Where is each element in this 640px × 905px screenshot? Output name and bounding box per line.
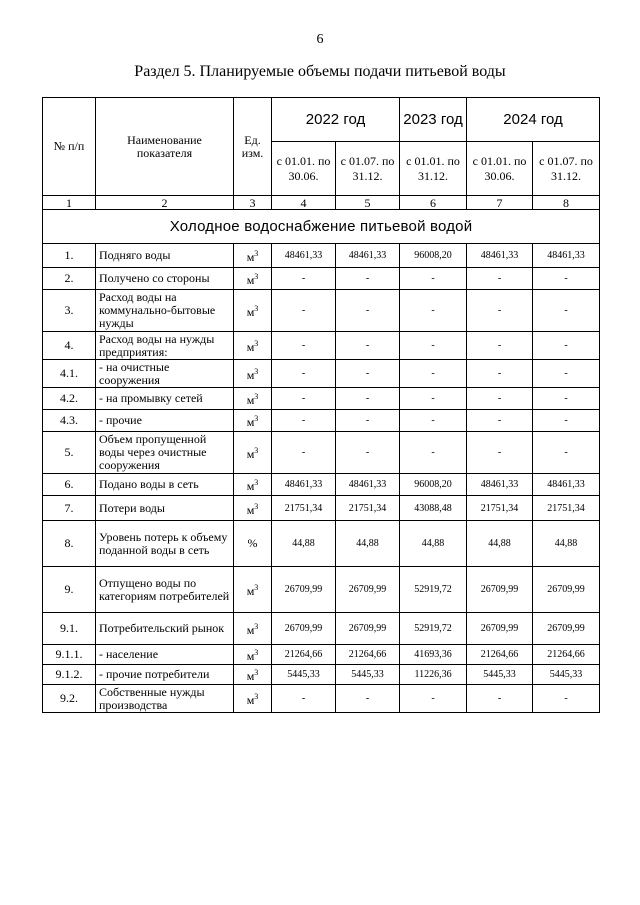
value-cell: 5445,33 — [336, 665, 400, 685]
value-cell: 26709,99 — [336, 613, 400, 645]
column-number-row — [43, 196, 600, 210]
value-cell: 26709,99 — [467, 567, 533, 613]
value-cell: - — [400, 432, 467, 474]
value-cell: 21751,34 — [336, 496, 400, 521]
header-period: с 01.07. по 31.12. — [533, 142, 600, 196]
unit-cell: $м^3$ — [234, 496, 272, 521]
value-cell: 21264,66 — [467, 645, 533, 665]
header-period: с 01.01. по 30.06. — [467, 142, 533, 196]
header-period: с 01.07. по 31.12. — [336, 142, 400, 196]
value-cell: - — [336, 410, 400, 432]
column-number: 8 — [533, 196, 600, 210]
value-cell: 48461,33 — [272, 244, 336, 268]
value-cell: 48461,33 — [272, 474, 336, 496]
value-cell: - — [272, 410, 336, 432]
header-year-2024: 2024 год — [467, 98, 600, 142]
indicator-name: Отпущено воды по категориям потребителей — [96, 567, 234, 613]
table-row — [43, 665, 600, 685]
unit-cell: $м^3$ — [234, 645, 272, 665]
value-cell: 41693,36 — [400, 645, 467, 665]
value-cell: - — [533, 268, 600, 290]
value-cell: - — [533, 410, 600, 432]
table-row — [43, 268, 600, 290]
value-cell: 52919,72 — [400, 567, 467, 613]
indicator-name: Потребительский рынок — [96, 613, 234, 645]
indicator-name: Уровень потерь к объему поданной воды в сеть — [96, 521, 234, 567]
table-row — [43, 496, 600, 521]
indicator-name: Потери воды — [96, 496, 234, 521]
value-cell: - — [467, 388, 533, 410]
value-cell: 44,88 — [272, 521, 336, 567]
value-cell: 43088,48 — [400, 496, 467, 521]
unit-cell: $м^3$ — [234, 244, 272, 268]
value-cell: 5445,33 — [467, 665, 533, 685]
row-number: 4.3. — [43, 410, 96, 432]
value-cell: - — [336, 360, 400, 388]
value-cell: - — [400, 332, 467, 360]
indicator-name: - прочие — [96, 410, 234, 432]
unit-cell: $м^3$ — [234, 268, 272, 290]
value-cell: 21264,66 — [272, 645, 336, 665]
unit-cell: $м^3$ — [234, 410, 272, 432]
indicator-name: - на очистные сооружения — [96, 360, 234, 388]
value-cell: 48461,33 — [467, 244, 533, 268]
unit-cell: $м^3$ — [234, 474, 272, 496]
value-cell: - — [272, 432, 336, 474]
column-number: 4 — [272, 196, 336, 210]
value-cell: - — [400, 685, 467, 713]
value-cell: 48461,33 — [336, 244, 400, 268]
table-row — [43, 567, 600, 613]
value-cell: - — [533, 388, 600, 410]
column-number: 5 — [336, 196, 400, 210]
value-cell: 26709,99 — [533, 613, 600, 645]
header-period: с 01.01. по 30.06. — [272, 142, 336, 196]
value-cell: - — [533, 290, 600, 332]
table-row — [43, 613, 600, 645]
unit-cell: $м^3$ — [234, 332, 272, 360]
value-cell: - — [272, 332, 336, 360]
value-cell: 52919,72 — [400, 613, 467, 645]
value-cell: - — [467, 332, 533, 360]
unit-cell: $м^3$ — [234, 432, 272, 474]
value-cell: 5445,33 — [533, 665, 600, 685]
table-row — [43, 290, 600, 332]
value-cell: 48461,33 — [533, 474, 600, 496]
value-cell: 5445,33 — [272, 665, 336, 685]
row-number: 7. — [43, 496, 96, 521]
header-no: № п/п — [43, 98, 96, 196]
row-number: 9. — [43, 567, 96, 613]
value-cell: 96008,20 — [400, 244, 467, 268]
header-name: Наименование показателя — [96, 98, 234, 196]
value-cell: - — [467, 290, 533, 332]
value-cell: - — [400, 360, 467, 388]
indicator-name: Расход воды на коммунально-бытовые нужды — [96, 290, 234, 332]
value-cell: 26709,99 — [533, 567, 600, 613]
header-period: с 01.01. по 31.12. — [400, 142, 467, 196]
value-cell: - — [272, 388, 336, 410]
indicator-name: Расход воды на нужды предприятия: — [96, 332, 234, 360]
value-cell: - — [336, 432, 400, 474]
value-cell: 26709,99 — [336, 567, 400, 613]
value-cell: - — [533, 332, 600, 360]
value-cell: 11226,36 — [400, 665, 467, 685]
value-cell: - — [272, 268, 336, 290]
table-row — [43, 332, 600, 360]
table-row — [43, 432, 600, 474]
column-number: 1 — [43, 196, 96, 210]
value-cell: - — [533, 432, 600, 474]
unit-cell: $м^3$ — [234, 567, 272, 613]
table-row — [43, 645, 600, 665]
value-cell: 21751,34 — [533, 496, 600, 521]
value-cell: - — [336, 332, 400, 360]
section-heading: Холодное водоснабжение питьевой водой — [43, 210, 600, 244]
value-cell: - — [400, 388, 467, 410]
value-cell: 48461,33 — [336, 474, 400, 496]
unit-cell: % — [234, 521, 272, 567]
unit-cell: $м^3$ — [234, 360, 272, 388]
table-row — [43, 388, 600, 410]
page-number: 6 — [316, 32, 324, 47]
indicator-name: Собственные нужды производства — [96, 685, 234, 713]
indicator-name: - на промывку сетей — [96, 388, 234, 410]
value-cell: - — [336, 685, 400, 713]
value-cell: - — [533, 360, 600, 388]
value-cell: - — [400, 268, 467, 290]
row-number: 4.1. — [43, 360, 96, 388]
value-cell: - — [533, 685, 600, 713]
value-cell: 44,88 — [533, 521, 600, 567]
value-cell: - — [272, 360, 336, 388]
value-cell: 21264,66 — [533, 645, 600, 665]
section-title: Раздел 5. Планируемые объемы подачи питьевой воды — [134, 63, 506, 80]
value-cell: - — [467, 360, 533, 388]
indicator-name: Объем пропущенной воды через очистные сооружения — [96, 432, 234, 474]
water-supply-table — [42, 97, 600, 713]
value-cell: 21751,34 — [272, 496, 336, 521]
row-number: 9.1.2. — [43, 665, 96, 685]
table-row — [43, 474, 600, 496]
indicator-name: - прочие потребители — [96, 665, 234, 685]
value-cell: - — [336, 388, 400, 410]
table-row — [43, 410, 600, 432]
value-cell: - — [467, 432, 533, 474]
value-cell: 26709,99 — [467, 613, 533, 645]
column-number: 3 — [234, 196, 272, 210]
value-cell: - — [400, 290, 467, 332]
value-cell: - — [467, 268, 533, 290]
unit-cell: $м^3$ — [234, 685, 272, 713]
column-number: 7 — [467, 196, 533, 210]
indicator-name: - население — [96, 645, 234, 665]
unit-cell: $м^3$ — [234, 613, 272, 645]
row-number: 6. — [43, 474, 96, 496]
header-year-2023: 2023 год — [400, 98, 467, 142]
header-unit: Ед. изм. — [234, 98, 272, 196]
unit-cell: $м^3$ — [234, 388, 272, 410]
value-cell: - — [400, 410, 467, 432]
value-cell: 44,88 — [336, 521, 400, 567]
table-row — [43, 360, 600, 388]
value-cell: 21264,66 — [336, 645, 400, 665]
table-row — [43, 244, 600, 268]
table-row — [43, 685, 600, 713]
value-cell: - — [336, 290, 400, 332]
value-cell: 26709,99 — [272, 567, 336, 613]
row-number: 9.1.1. — [43, 645, 96, 665]
indicator-name: Подняго воды — [96, 244, 234, 268]
value-cell: 21751,34 — [467, 496, 533, 521]
value-cell: - — [272, 290, 336, 332]
column-number: 2 — [96, 196, 234, 210]
value-cell: 48461,33 — [467, 474, 533, 496]
unit-cell: $м^3$ — [234, 665, 272, 685]
column-number: 6 — [400, 196, 467, 210]
table-row — [43, 521, 600, 567]
row-number: 4.2. — [43, 388, 96, 410]
value-cell: - — [336, 268, 400, 290]
value-cell: 26709,99 — [272, 613, 336, 645]
value-cell: 96008,20 — [400, 474, 467, 496]
row-number: 4. — [43, 332, 96, 360]
row-number: 1. — [43, 244, 96, 268]
value-cell: 44,88 — [467, 521, 533, 567]
row-number: 3. — [43, 290, 96, 332]
value-cell: 44,88 — [400, 521, 467, 567]
value-cell: - — [467, 410, 533, 432]
value-cell: 48461,33 — [533, 244, 600, 268]
header-year-2022: 2022 год — [272, 98, 400, 142]
row-number: 5. — [43, 432, 96, 474]
row-number: 9.2. — [43, 685, 96, 713]
row-number: 9.1. — [43, 613, 96, 645]
indicator-name: Получено со стороны — [96, 268, 234, 290]
unit-cell: $м^3$ — [234, 290, 272, 332]
row-number: 2. — [43, 268, 96, 290]
value-cell: - — [272, 685, 336, 713]
indicator-name: Подано воды в сеть — [96, 474, 234, 496]
value-cell: - — [467, 685, 533, 713]
row-number: 8. — [43, 521, 96, 567]
